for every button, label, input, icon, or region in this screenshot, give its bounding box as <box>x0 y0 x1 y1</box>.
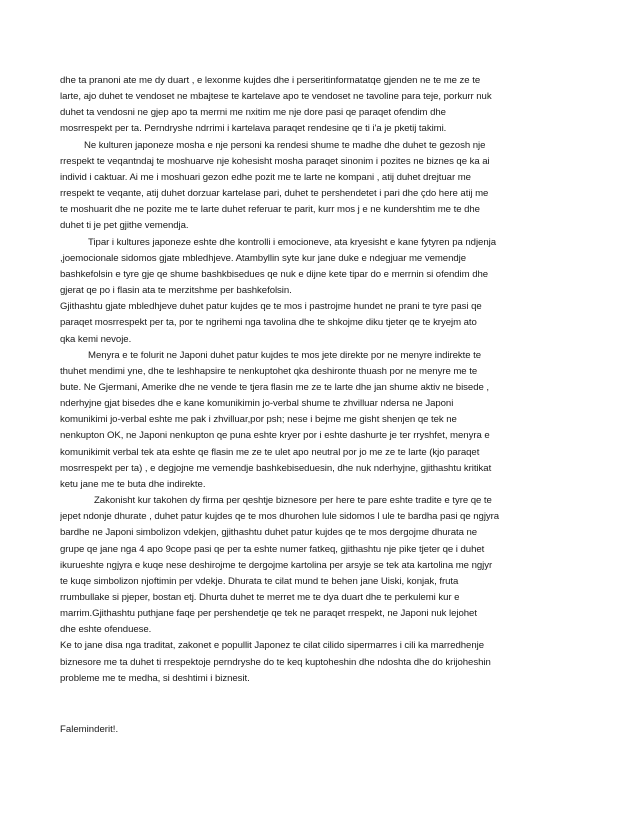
text-line: grupe qe jane nga 4 apo 9cope pasi qe per ta eshte numer fatkeq, gjithashtu nje pike tjeter qe i duhet <box>60 543 485 555</box>
text-line: duhet ta vendosni ne gjep apo ta merrni me nxitim me nje dore pasi qe paraqet ofendim dhe <box>60 107 446 119</box>
text-line: bute. Ne Gjermani, Amerike dhe ne vende te tjera flasin me ze te larte dhe jan shume aktiv ne bisede , <box>60 381 489 393</box>
text-line: mosrrespekt per ta) , e degjojne me vemendje bashkebiseduesin, dhe nuk nderhyjne, gjithashtu kritikat <box>60 462 492 474</box>
text-line: Zakonisht kur takohen dy firma per qeshtje biznesore per here te pare eshte tradite e tyre qe te <box>94 495 492 507</box>
text-line: qka kemi nevoje. <box>60 333 132 345</box>
text-line: ,joemocionale sidomos gjate mbledhjeve. Atambyllin syte kur jane duke e ndegjuar me vemendje <box>60 252 467 264</box>
text-line: Tipar i kultures japoneze eshte dhe kontrolli i emocioneve, ata kryesisht e kane fytyren pa ndjenja <box>88 236 496 248</box>
text-line: nenkupton OK, ne Japoni nenkupton qe puna eshte kryer por i eshte dashurte je ter rryshfet, menyra e <box>60 430 490 442</box>
text-line: thuhet mendimi yne, dhe te leshhapsire te nenkuptohet qka deshironte thuash por ne menyre me te <box>60 365 478 377</box>
text-line: te kuqe simbolizon njoftimin per vdekje. Dhurata te cilat mund te behen jane Uiski, konjak, fruta <box>60 575 459 587</box>
paragraph <box>60 73 580 138</box>
text-line: dhe eshte ofenduese. <box>60 624 152 636</box>
text-line: gjerat qe po i flasin ata te merzitshme per bashkefolsin. <box>60 285 292 297</box>
text-line: te moshuarit dhe ne pozite me te larte duhet referuar te parit, kurr mos j e ne kundershtim me te dhe <box>60 204 480 216</box>
text-line: individ i caktuar. Ai me i moshuari gezon edhe pozit me te larte ne kompani , atij duhet drejtuar me <box>60 171 471 183</box>
text-line: komunikimi jo-verbal eshte me pak i zhvilluar,por psh; nese i bejme me gisht shenjen qe tek ne <box>60 414 457 426</box>
document-body <box>60 73 580 687</box>
text-line: Ne kulturen japoneze mosha e nje personi ka rendesi shume te madhe dhe duhet te gezosh nje <box>84 139 486 151</box>
text-line: larte, ajo duhet te vendoset ne mbajtese te kartelave apo te vendoset ne tavoline para teje, porkurr nuk <box>60 91 492 103</box>
text-line: Menyra e te folurit ne Japoni duhet patur kujdes te mos jete direkte por ne menyre indirekte te <box>88 349 482 361</box>
paragraph <box>60 235 580 348</box>
text-line: bardhe ne Japoni simbolizon vdekjen, gjithashtu duhet patur kujdes qe te mos dergojme dhurata ne <box>60 527 478 539</box>
text-line: duhet ti je pet gjithe vemendja. <box>60 220 189 232</box>
paragraph <box>60 348 580 493</box>
text-line: rrespekt te veqante, atij duhet dorzuar kartelase pari, duhet te pershendetet i pari dhe çdo here atij me <box>60 188 489 200</box>
paragraph <box>60 493 580 638</box>
paragraph <box>60 138 580 235</box>
text-line: marrim.Gjithashtu puthjane faqe per pershendetje qe tek ne paraqet rrespekt, ne Japoni nuk lejohet <box>60 608 477 620</box>
text-line: paraqet mosrrespekt per ta, por te ngrihemi nga tavolina dhe te shkojme diku tjeter qe te kryejm ato <box>60 317 477 329</box>
text-line: Gjithashtu gjate mbledhjeve duhet patur kujdes qe te mos i pastrojme hundet ne prani te tyre pasi qe <box>60 301 482 313</box>
text-line: Ke to jane disa nga traditat, zakonet e popullit Japonez te cilat cilido sipermarres i cili ka marredhenje <box>60 640 484 652</box>
text-line: biznesore me ta duhet ti rrespektoje perndryshe do te keq kuptoheshin dhe ndoshta dhe do krijoheshin <box>60 656 491 668</box>
text-line: dhe ta pranoni ate me dy duart , e lexonme kujdes dhe i perseritinformatatqe gjenden ne te me ze te <box>60 75 481 86</box>
text-line: mosrrespekt per ta. Perndryshe ndrrimi i kartelava paraqet rendesine qe ti i'a je pketij takimi. <box>60 123 447 135</box>
text-line: probleme me te medha, si deshtimi i biznesit. <box>60 672 250 684</box>
text-line: rrumbullake si pjeper, bostan etj. Dhurta duhet te merret me te dya duart dhe te perkulemi kur e <box>60 592 460 603</box>
text-line: ketu jane me te buta dhe indirekte. <box>60 478 206 490</box>
text-line: ikurueshte ngjyra e kuqe nese deshirojme te dergojme kartolina per arsyje se tek ata kartolina me ngjyr <box>60 559 493 571</box>
text-line: rrespekt te veqantndaj te moshuarve nje kohesisht mosha paraqet sinonim i pozites ne biznes qe ka ai <box>60 155 490 167</box>
text-line: jepet ndonje dhurate , duhet patur kujdes qe te mos dhurohen lule sidomos l ule te bardha pasi qe ngjyra <box>60 511 500 523</box>
text-line: bashkefolsin e tyre gje qe shume bashkbisedues qe nuk e dijne kete tipar do e merrnin si ofendim dhe <box>60 268 489 280</box>
text-line: nderhyjne gjat bisedes dhe e kane komunikimin jo-verbal shume te zhvilluar ndersa ne Japoni <box>60 398 454 410</box>
closing-text: Faleminderit!. <box>60 724 119 735</box>
text-line: komunikimit verbal tek ata eshte qe flasin me ze te ulet apo neutral por jo me ze te larte (kjo paraqet <box>60 446 480 458</box>
paragraph <box>60 638 580 686</box>
